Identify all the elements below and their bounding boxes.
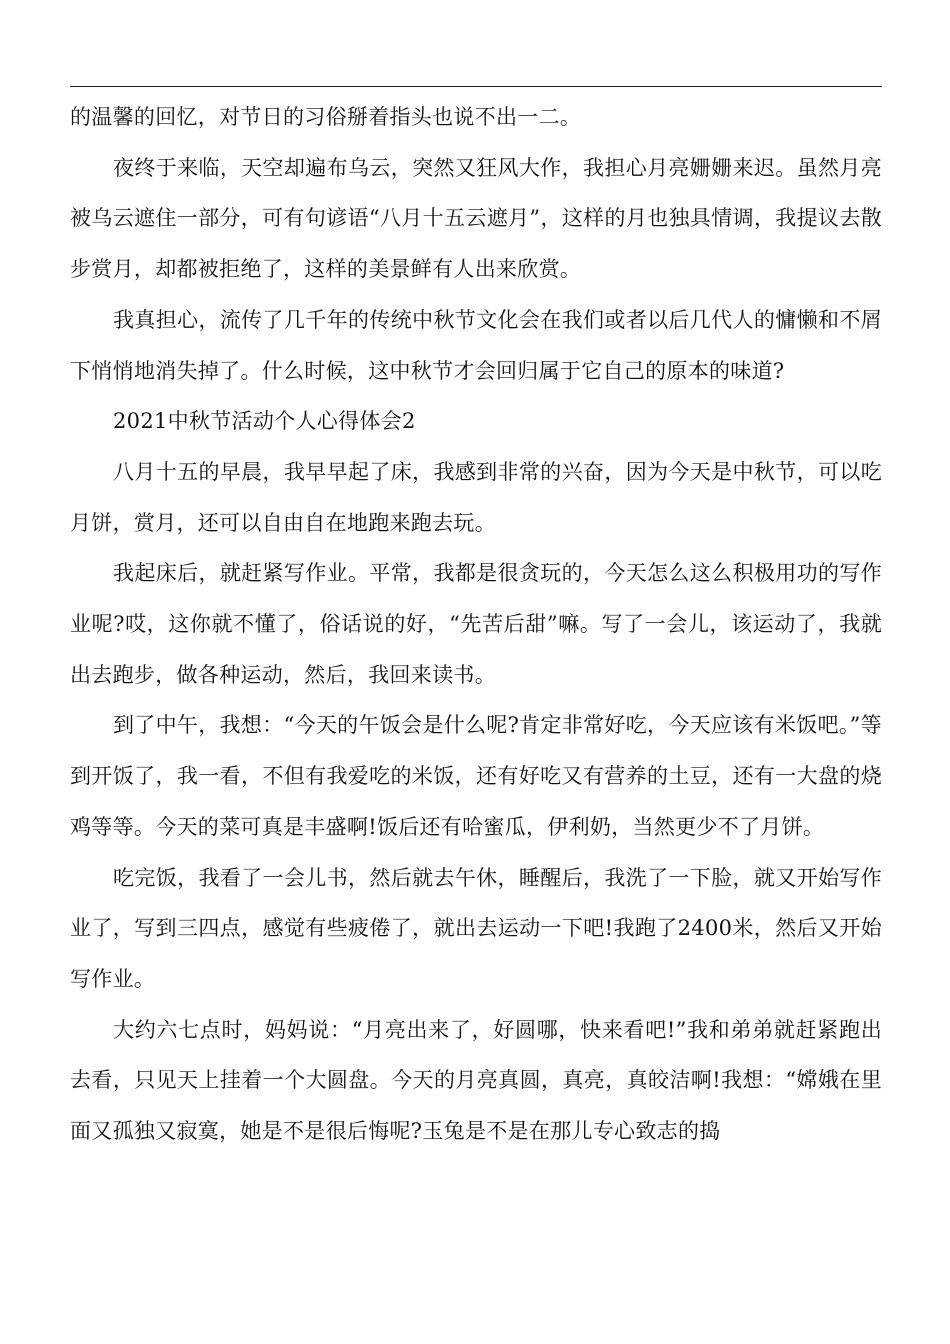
section-heading: 2021中秋节活动个人心得体会2 — [113, 409, 416, 434]
paragraph-night-clouds: 夜终于来临，天空却遍布乌云，突然又狂风大作，我担心月亮姗姗来迟。虽然月亮被乌云遮住一部分，可有句谚语“八月十五云遮月”，这样的月也独具情调，我提议去散步赏月，却都被拒绝了，这样的美景鲜有人出来欣赏。 — [70, 155, 882, 282]
header-rule — [70, 86, 882, 87]
paragraph-evening-moon: 大约六七点时，妈妈说：“月亮出来了，好圆哪，快来看吧!”我和弟弟就赶紧跑出去看，只见天上挂着一个大圆盘。今天的月亮真圆，真亮，真皎洁啊!我想：“嫦娥在里面又孤独又寂寞，她是不是很后悔呢?玉兔是不是在那儿专心致志的捣 — [70, 1017, 882, 1144]
paragraph-lunch: 到了中午，我想：“今天的午饭会是什么呢?肯定非常好吃，今天应该有米饭吧。”等到开饭了，我一看，不但有我爱吃的米饭，还有好吃又有营养的土豆，还有一大盘的烧鸡等等。今天的菜可真是丰盛啊!饭后还有哈蜜瓜，伊利奶，当然更少不了月饼。 — [70, 713, 882, 839]
document-body — [70, 92, 882, 1157]
paragraph-continuation: 的温馨的回忆，对节日的习俗掰着指头也说不出一二。 — [70, 105, 582, 129]
paragraph-afternoon: 吃完饭，我看了一会儿书，然后就去午休，睡醒后，我洗了一下脸，就又开始写作业了，写到三四点，感觉有些疲倦了，就出去运动一下吧!我跑了2400米，然后又开始写作业。 — [70, 865, 882, 991]
paragraph-homework: 我起床后，就赶紧写作业。平常，我都是很贪玩的，今天怎么这么积极用功的写作业呢?哎，这你就不懂了，俗话说的好，“先苦后甜”嘛。写了一会儿，该运动了，我就出去跑步，做各种运动，然后，我回来读书。 — [70, 561, 882, 687]
paragraph-tradition-worry: 我真担心，流传了几千年的传统中秋节文化会在我们或者以后几代人的慵懒和不屑下悄悄地消失掉了。什么时候，这中秋节才会回归属于它自己的原本的味道? — [70, 307, 882, 383]
paragraph-morning: 八月十五的早晨，我早早起了床，我感到非常的兴奋，因为今天是中秋节，可以吃月饼，赏月，还可以自由自在地跑来跑去玩。 — [70, 459, 882, 535]
